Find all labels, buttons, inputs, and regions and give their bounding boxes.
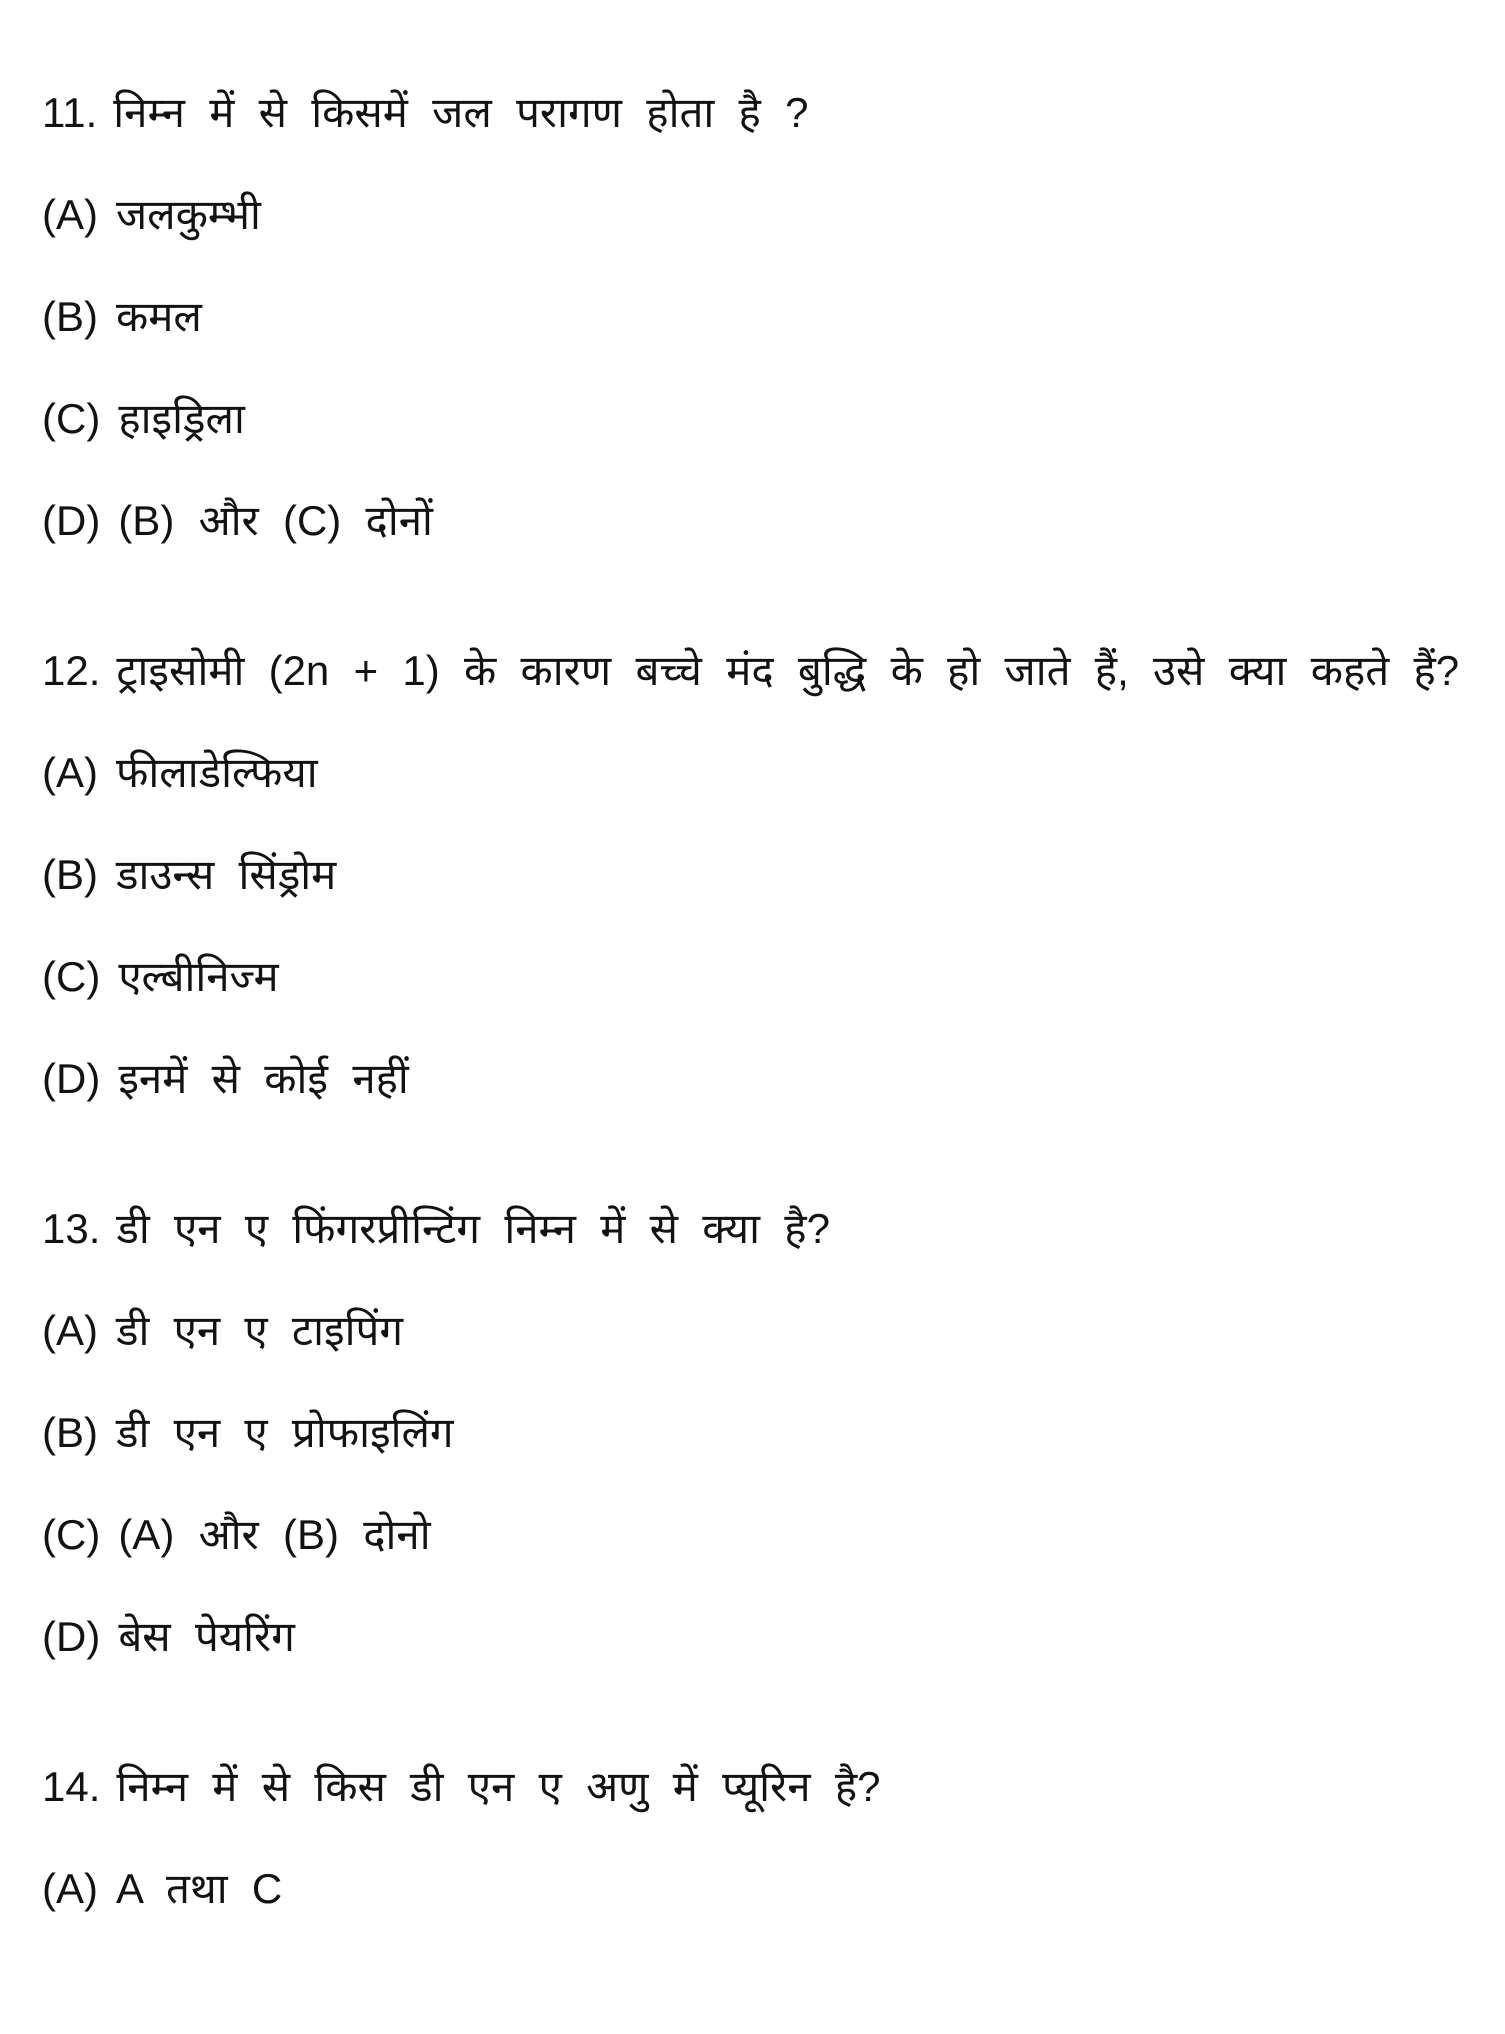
option-label: (B) xyxy=(42,293,98,340)
question-text: ट्राइसोमी (2n + 1) के कारण बच्चे मंद बुद्धि के हो जाते हैं, उसे क्या कहते हैं? xyxy=(116,647,1460,694)
option-label: (A) xyxy=(42,1865,98,1912)
question-number: 14. xyxy=(42,1763,101,1810)
option-text: डाउन्स सिंड्रोम xyxy=(116,851,337,898)
option-text: एल्बीनिज्म xyxy=(118,953,279,1000)
question-11-option-b xyxy=(42,288,1465,346)
option-text: फीलाडेल्फिया xyxy=(116,749,318,796)
option-text: हाइड्रिला xyxy=(118,395,245,442)
option-text: (A) और (B) दोनो xyxy=(118,1511,431,1558)
question-number: 11. xyxy=(42,89,98,136)
option-label: (A) xyxy=(42,191,98,238)
option-text: डी एन ए प्रोफाइलिंग xyxy=(116,1409,454,1456)
question-13-option-d xyxy=(42,1608,1465,1666)
question-12-option-a xyxy=(42,744,1465,802)
option-text: (B) और (C) दोनों xyxy=(118,497,433,544)
question-14 xyxy=(42,1758,1465,1816)
option-label: (D) xyxy=(42,497,101,544)
option-label: (B) xyxy=(42,1409,98,1456)
question-12 xyxy=(42,642,1465,700)
question-11-option-c xyxy=(42,390,1465,448)
question-text: निम्न में से किस डी एन ए अणु में प्यूरिन है? xyxy=(116,1763,881,1810)
option-text: इनमें से कोई नहीं xyxy=(118,1055,409,1102)
option-label: (B) xyxy=(42,851,98,898)
question-14-option-a xyxy=(42,1860,1465,1918)
question-11 xyxy=(42,84,1465,142)
question-13-option-a xyxy=(42,1302,1465,1360)
option-label: (D) xyxy=(42,1055,101,1102)
option-text: बेस पेयरिंग xyxy=(118,1613,295,1660)
option-label: (C) xyxy=(42,953,101,1000)
question-12-option-d xyxy=(42,1050,1465,1108)
question-11-option-d xyxy=(42,492,1465,550)
question-13-option-b xyxy=(42,1404,1465,1462)
question-12-option-b xyxy=(42,846,1465,904)
option-label: (C) xyxy=(42,395,101,442)
option-text: जलकुम्भी xyxy=(116,191,261,238)
question-number: 13. xyxy=(42,1205,101,1252)
question-text: डी एन ए फिंगरप्रीन्टिंग निम्न में से क्या है? xyxy=(116,1205,830,1252)
option-label: (C) xyxy=(42,1511,101,1558)
option-text: कमल xyxy=(116,293,202,340)
option-label: (D) xyxy=(42,1613,101,1660)
option-text: A तथा C xyxy=(116,1865,283,1912)
question-13 xyxy=(42,1200,1465,1258)
option-text: डी एन ए टाइपिंग xyxy=(116,1307,403,1354)
question-12-option-c xyxy=(42,948,1465,1006)
option-label: (A) xyxy=(42,749,98,796)
question-11-option-a xyxy=(42,186,1465,244)
question-text: निम्न में से किसमें जल परागण होता है ? xyxy=(113,89,809,136)
question-13-option-c xyxy=(42,1506,1465,1564)
question-number: 12. xyxy=(42,647,101,694)
option-label: (A) xyxy=(42,1307,98,1354)
